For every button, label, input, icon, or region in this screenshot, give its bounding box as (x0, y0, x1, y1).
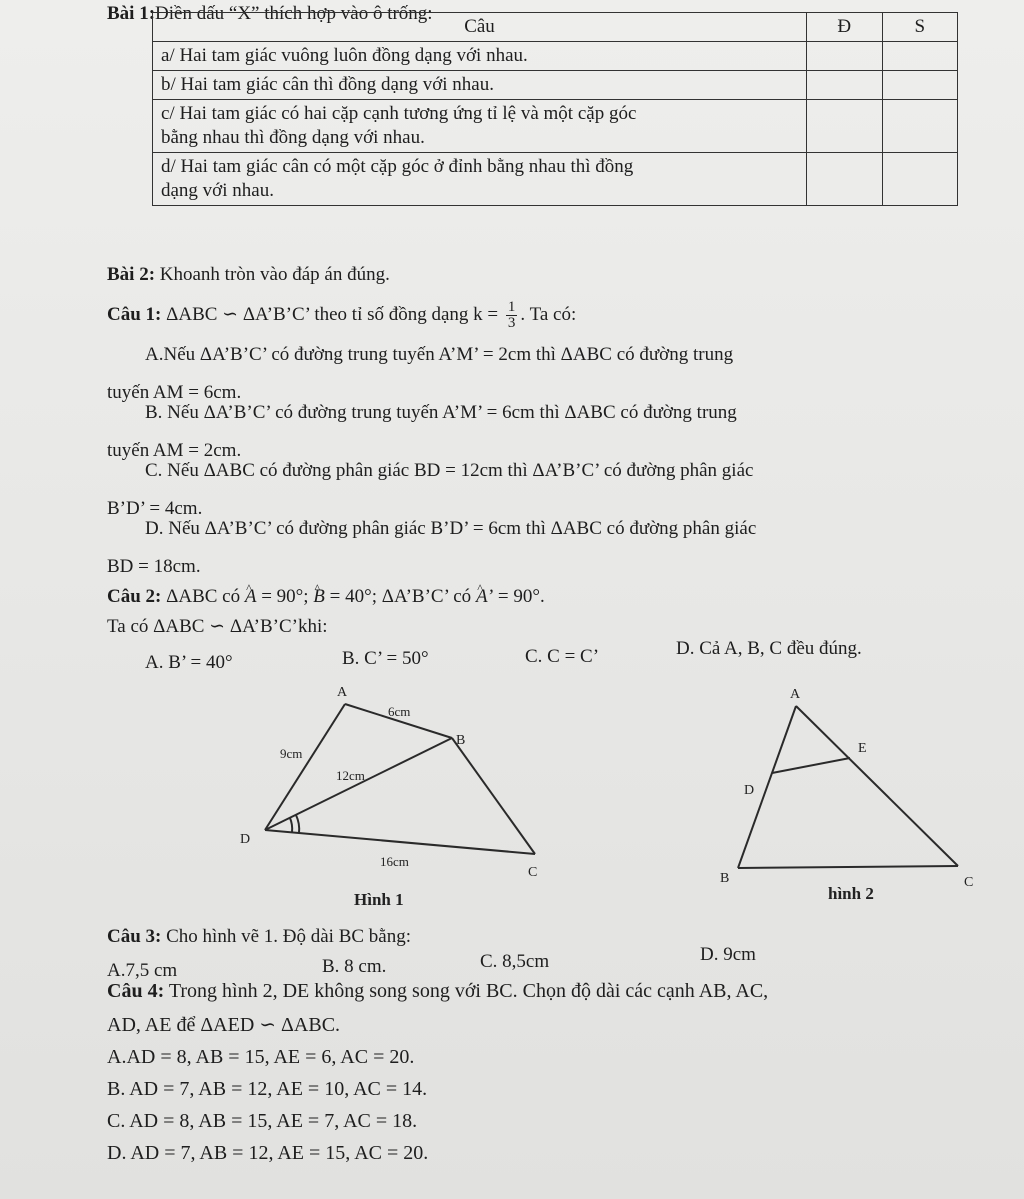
cau3-option-d[interactable]: D. 9cm (700, 944, 756, 965)
fig1-label-b: B (456, 733, 466, 748)
figure-1-lines (265, 704, 535, 854)
cau1-option-a-line2: tuyến AM = 6cm. (107, 382, 242, 403)
fig1-length-ab: 6cm (388, 704, 411, 719)
cau4-option-c[interactable]: C. AD = 8, AB = 15, AE = 7, AC = 18. (107, 1110, 418, 1132)
cau1-option-c-line1[interactable]: C. Nếu ΔABC có đường phân giác BD = 12cm thì ΔA’B’C’ có đường phân giác (145, 460, 754, 481)
header-sai: S (882, 13, 957, 42)
segment-ac (796, 706, 958, 866)
answer-cell-d-a[interactable] (806, 42, 882, 71)
answer-cell-s-d[interactable] (882, 153, 957, 206)
answer-cell-d-b[interactable] (806, 71, 882, 100)
cau2-option-b[interactable]: B. C’ = 50° (342, 648, 429, 669)
fig1-length-ad: 9cm (280, 746, 303, 761)
cau1-option-d-line1[interactable]: D. Nếu ΔA’B’C’ có đường phân giác B’D’ = 6cm thì ΔABC có đường phân giác (145, 518, 757, 539)
fig2-caption: hình 2 (828, 884, 874, 903)
cau2-stem: Câu 2: ΔABC có ^ A = 90°; ^ B = 40°; ΔA’B’C’ có ^ A’ = 90°. (107, 586, 545, 608)
fig1-label-d: D (240, 832, 251, 847)
fig1-caption: Hình 1 (354, 890, 404, 909)
figure-2-lines (738, 706, 958, 868)
angle-mark-2 (296, 815, 299, 833)
fig1-label-c: C (528, 865, 538, 880)
cau2-stem-line2: Ta có ΔABC ∽ ΔA’B’C’khi: (107, 616, 328, 637)
header-cau: Câu (153, 13, 807, 42)
cau1-option-a-line1[interactable]: A.Nếu ΔA’B’C’ có đường trung tuyến A’M’ = 2cm thì ΔABC có đường trung (145, 344, 734, 365)
k-fraction: $\frac{1}{3}$ (507, 299, 516, 331)
bai2-title: Bài 2: Khoanh tròn vào đáp án đúng. (107, 264, 390, 285)
cau4-option-a[interactable]: A.AD = 8, AB = 15, AE = 6, AC = 20. (107, 1046, 415, 1068)
fig1-length-bd: 12cm (336, 768, 365, 783)
statement-d: d/ Hai tam giác cân có một cặp góc ở đỉnh bằng nhau thì đồng dạng với nhau. (153, 153, 807, 206)
segment-de (772, 758, 850, 773)
cau3-stem: Câu 3: Cho hình vẽ 1. Độ dài BC bằng: (107, 926, 412, 947)
answer-cell-s-c[interactable] (882, 100, 957, 153)
segment-dc (265, 830, 535, 854)
true-false-table (152, 12, 958, 206)
cau4-stem-line2: AD, AE để ΔAED ∽ ΔABC. (107, 1014, 341, 1036)
cau3-option-c[interactable]: C. 8,5cm (480, 951, 550, 972)
figure-2 (700, 680, 1000, 910)
cau4-option-d[interactable]: D. AD = 7, AB = 12, AE = 15, AC = 20. (107, 1142, 429, 1164)
statement-b: b/ Hai tam giác cân thì đồng dạng với nhau. (153, 71, 807, 100)
header-dung: Đ (806, 13, 882, 42)
fig2-label-d: D (744, 783, 755, 798)
cau3-option-b[interactable]: B. 8 cm. (322, 956, 387, 977)
cau2-option-d[interactable]: D. Cả A, B, C đều đúng. (676, 638, 862, 659)
table-row (153, 71, 958, 100)
fig2-label-b: B (720, 871, 730, 886)
fig1-length-dc: 16cm (380, 854, 409, 869)
cau2-option-a[interactable]: A. B’ = 40° (145, 652, 233, 673)
fig1-label-a: A (337, 685, 348, 700)
cau4-stem: Câu 4: Trong hình 2, DE không song song với BC. Chọn độ dài các cạnh AB, AC, (107, 980, 769, 1002)
table-row (153, 100, 958, 153)
bai1-title: Bài 1:Điền dấu “X” thích hợp vào ô trống: (107, 3, 433, 24)
fig2-label-c: C (964, 875, 974, 890)
table-row (153, 42, 958, 71)
answer-cell-s-b[interactable] (882, 71, 957, 100)
fig2-label-e: E (858, 741, 867, 756)
answer-cell-s-a[interactable] (882, 42, 957, 71)
statement-a: a/ Hai tam giác vuông luôn đồng dạng với nhau. (153, 42, 807, 71)
statement-c: c/ Hai tam giác có hai cặp cạnh tương ứng tỉ lệ và một cặp góc bằng nhau thì đồng dạng với nhau. (153, 100, 807, 153)
cau1-option-c-line2: B’D’ = 4cm. (107, 498, 203, 519)
figure-1 (220, 680, 560, 910)
cau4-option-b[interactable]: B. AD = 7, AB = 12, AE = 10, AC = 14. (107, 1078, 428, 1100)
cau1-option-b-line1[interactable]: B. Nếu ΔA’B’C’ có đường trung tuyến A’M’ = 6cm thì ΔABC có đường trung (145, 402, 737, 423)
cau3-option-a[interactable]: A.7,5 cm (107, 960, 178, 981)
answer-cell-d-c[interactable] (806, 100, 882, 153)
table-header-row (153, 13, 958, 42)
cau2-option-c[interactable]: C. C = C’ (525, 646, 600, 667)
cau1-option-d-line2: BD = 18cm. (107, 556, 201, 577)
answer-cell-d-d[interactable] (806, 153, 882, 206)
cau1-stem: Câu 1: ΔABC ∽ ΔA’B’C’ theo tỉ số đồng dạng k = $\frac{1}{3}$ . Ta có: (107, 299, 577, 331)
segment-bc (738, 866, 958, 868)
segment-bc (452, 738, 535, 854)
table-row (153, 153, 958, 206)
fig2-label-a: A (790, 687, 801, 702)
angle-mark-1 (290, 818, 292, 832)
cau1-option-b-line2: tuyến AM = 2cm. (107, 440, 242, 461)
